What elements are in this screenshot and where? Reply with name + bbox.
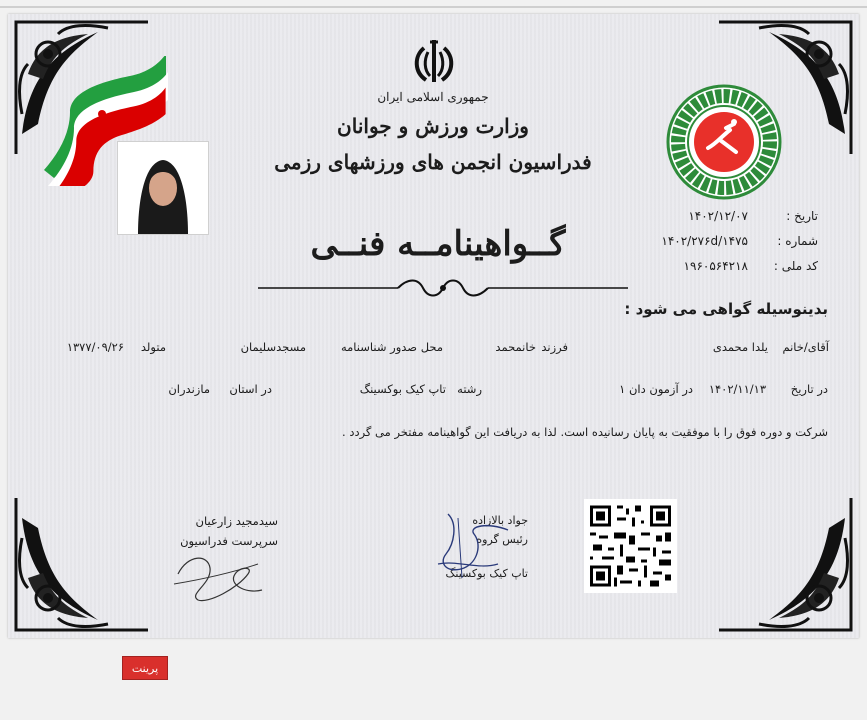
discipline-label: رشته bbox=[457, 382, 482, 396]
federation-title: فدراسیون انجمن های ورزشهای رزمی bbox=[274, 150, 592, 174]
date-label: تاریخ : bbox=[786, 209, 818, 223]
number-label: شماره : bbox=[777, 234, 818, 248]
federation-logo bbox=[664, 82, 784, 202]
left-signature bbox=[168, 544, 268, 604]
left-signer-title: سرپرست فدراسیون bbox=[180, 534, 278, 548]
date-value: ۱۴۰۲/۱۲/۰۷ bbox=[688, 209, 748, 223]
exam-date-label: در تاریخ bbox=[790, 382, 828, 396]
title-divider bbox=[258, 278, 628, 298]
issue-place-value: مسجدسلیمان bbox=[240, 340, 306, 354]
father-label: فرزند bbox=[541, 340, 568, 354]
center-signer-name: جواد بالازاده bbox=[472, 514, 528, 527]
completion-text: شرکت و دوره فوق را با موفقیت به پایان رسانیده است. لذا به دریافت این گواهینامه مفتخر می گردد . bbox=[342, 425, 828, 439]
center-signer-title: رئیس گروه bbox=[476, 533, 528, 546]
profile-photo bbox=[117, 141, 209, 235]
national-id-label: کد ملی : bbox=[773, 259, 818, 273]
province-label: در استان bbox=[229, 382, 272, 396]
discipline-value: تاپ کیک بوکسینگ bbox=[359, 382, 446, 396]
name-label: آقای/خانم bbox=[782, 340, 829, 354]
left-signer-name: سیدمجید زارعیان bbox=[195, 514, 278, 528]
national-id-value: ۱۹۶۰۵۶۴۲۱۸ bbox=[683, 259, 748, 273]
center-signature bbox=[418, 504, 528, 584]
certificate bbox=[8, 14, 859, 638]
number-value: ۱۴۰۲/۲۷۶d/۱۴۷۵ bbox=[661, 234, 748, 248]
corner-ornament-bottom-left bbox=[8, 488, 158, 638]
exam-label: در آزمون دان ۱ bbox=[619, 382, 693, 396]
top-divider bbox=[0, 6, 867, 8]
ministry-title: وزارت ورزش و جوانان bbox=[337, 114, 529, 138]
intro-text: بدینوسیله گواهی می شود : bbox=[624, 300, 828, 318]
iran-emblem-icon bbox=[410, 36, 458, 86]
name-value: یلدا محمدی bbox=[712, 340, 768, 354]
center-signer-discipline: تاپ کیک بوکسینگ bbox=[445, 567, 528, 580]
qr-code[interactable] bbox=[584, 499, 677, 593]
born-value: ۱۳۷۷/۰۹/۲۶ bbox=[66, 340, 124, 354]
issue-place-label: محل صدور شناسنامه bbox=[340, 340, 443, 354]
republic-title: جمهوری اسلامی ایران bbox=[377, 90, 489, 104]
certificate-title: گــواهینامــه فنــی bbox=[310, 224, 566, 264]
corner-ornament-bottom-right bbox=[709, 488, 859, 638]
father-value: خانمحمد bbox=[495, 340, 536, 354]
print-button[interactable]: پرینت bbox=[122, 656, 168, 680]
born-label: متولد bbox=[140, 340, 166, 354]
exam-date-value: ۱۴۰۲/۱۱/۱۳ bbox=[708, 382, 766, 396]
province-value: مازندران bbox=[168, 382, 210, 396]
